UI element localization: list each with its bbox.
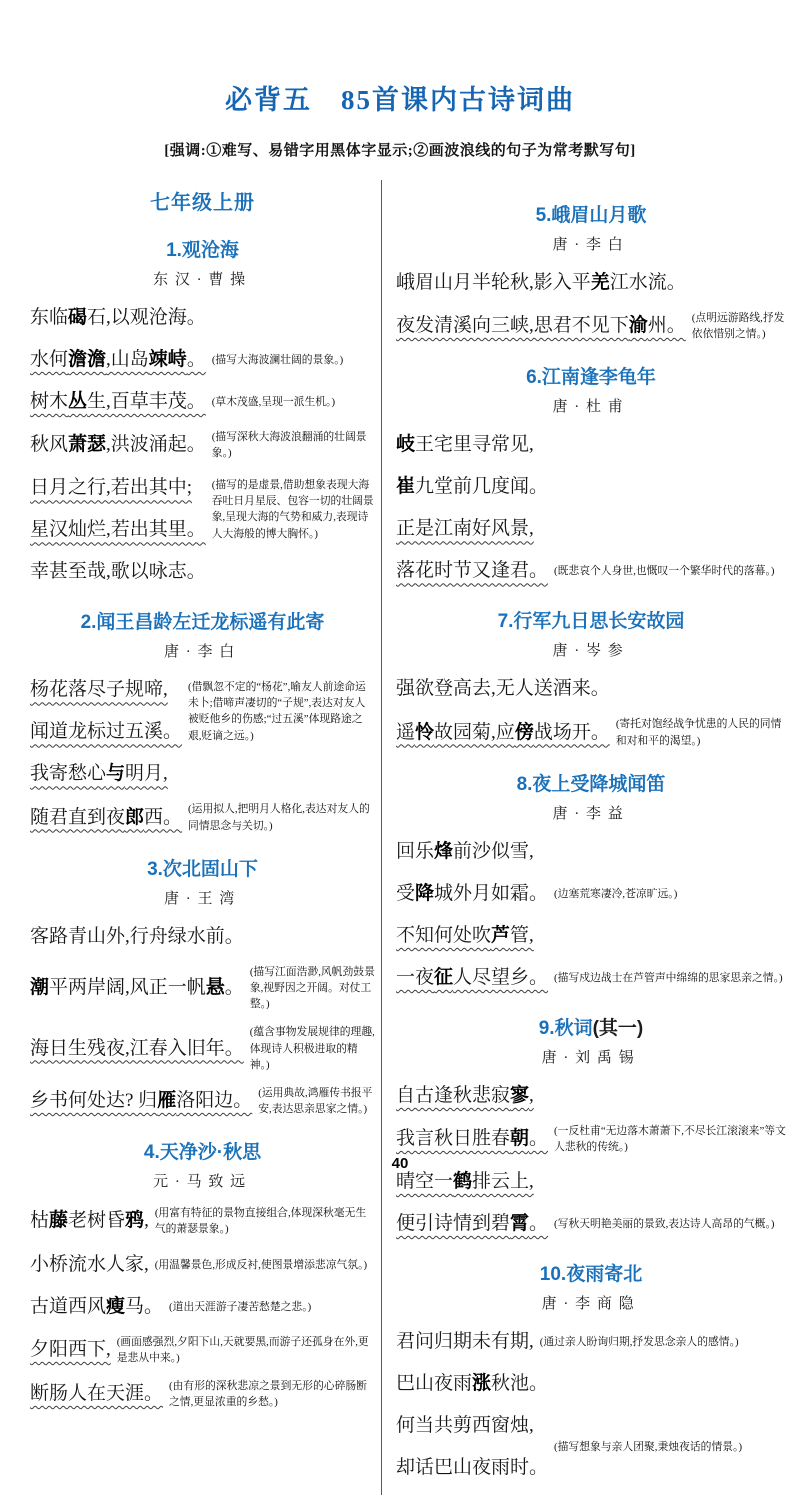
page-title: 必背五 85首课内古诗词曲 — [225, 85, 575, 115]
annotation-note: (描写大海波澜壮阔的景象。) — [211, 353, 344, 366]
poem-title: 9.秋词(其一) — [538, 1017, 644, 1039]
annotation-note: (蕴含事物发展规律的理趣,体现诗人积极进取的精神。) — [249, 1026, 375, 1071]
poem — [30, 607, 375, 833]
poem-line — [30, 922, 375, 952]
poem-title: 3.次北固山下 — [147, 858, 258, 880]
poem-author: 唐·王湾 — [164, 890, 241, 907]
bold-keyword: 藤 — [49, 1210, 69, 1232]
poem-line — [396, 837, 786, 867]
bold-keyword: 烽 — [434, 840, 454, 862]
annotation-note: (描写深秋大海波浪翻涌的壮阔景象。) — [211, 431, 367, 460]
annotation-note: (描写戍边战士在芦管声中绵绵的思家思亲之情。) — [554, 971, 783, 984]
poem-line — [30, 473, 375, 545]
poem-author: 唐·岑参 — [552, 643, 630, 660]
poem-title: 10.夜雨寄北 — [539, 1264, 643, 1286]
bold-keyword: 涨 — [472, 1373, 492, 1395]
poem-line — [30, 964, 375, 1013]
poem-verse: 潮平两岸阔,风正一帆悬。 — [30, 977, 244, 999]
poem-verse: 何当共剪西窗烛, — [396, 1415, 534, 1437]
poem-verse: 客路青山外,行舟绿水前。 — [30, 925, 244, 947]
poem-author: 唐·杜甫 — [552, 399, 630, 416]
annotation-note: (描写想象与亲人团聚,秉烛夜话的情景。) — [554, 1441, 743, 1454]
poem-author: 唐·刘禹锡 — [541, 1049, 641, 1066]
two-column-layout — [0, 180, 800, 1495]
poem-line — [396, 268, 786, 298]
bold-keyword: 羌 — [590, 272, 610, 293]
bold-keyword: 霄 — [510, 1213, 530, 1235]
poem-verse: 强欲登高去,无人送酒来。 — [396, 678, 610, 700]
poem-verse: 崔九堂前几度闻。 — [396, 476, 549, 498]
annotation-note: (描写江面浩渺,风帆劲鼓景象,视野因之开阔。对仗工整。) — [249, 965, 375, 1011]
poem-line — [30, 557, 375, 587]
page-number: 40 — [391, 1155, 409, 1172]
annotation-note: (用富有特征的景物直接组合,体现深秋毫无生气的萧瑟景象。) — [154, 1207, 367, 1236]
poem — [396, 769, 786, 993]
section-title-grade7-vol1: 七年级上册 — [150, 192, 255, 214]
poem-verse: 君问归期未有期, — [396, 1331, 534, 1353]
bold-keyword: 鹤 — [453, 1171, 473, 1193]
bold-keyword: 悬 — [205, 977, 225, 999]
annotation-note: (画面感强烈,夕阳下山,天就要黑,而游子还孤身在外,更是悲从中来。) — [116, 1335, 369, 1364]
poem-verse: 不知何处吹芦管, — [396, 924, 534, 946]
bold-keyword: 潮 — [30, 977, 50, 999]
poem-verse: 我言秋日胜春朝。 — [396, 1127, 549, 1149]
poem-line — [396, 1411, 786, 1483]
annotation-note: (边塞荒寒凄冷,苍凉旷远。) — [554, 887, 678, 900]
annotation-note: (通过亲人盼询归期,抒发思念亲人的感情。) — [539, 1336, 739, 1349]
poem-line — [30, 1250, 375, 1280]
bold-keyword: 丛 — [68, 391, 88, 412]
poem-line — [396, 879, 786, 909]
poem-title: 7.行军九日思长安故园 — [497, 611, 685, 633]
poem-verse: 古道西风瘦马。 — [30, 1295, 164, 1317]
page-header — [0, 0, 800, 160]
poem-verse: 受降城外月如霜。 — [396, 882, 549, 904]
poem-title: 8.夜上受降城闻笛 — [516, 773, 666, 795]
poem-verse: 断肠人在天涯。 — [30, 1383, 164, 1405]
poem-line — [396, 556, 786, 586]
poem-line — [30, 1378, 375, 1410]
bold-keyword: 与 — [106, 763, 126, 785]
poem-verse: 巴山夜雨涨秋池。 — [396, 1373, 549, 1395]
poem-line — [30, 1292, 375, 1322]
poem-verse: 夜发清溪向三峡,思君不见下渝州。 — [396, 315, 686, 337]
poem-line — [30, 1205, 375, 1237]
poem-line — [396, 1081, 786, 1111]
poem-line — [30, 675, 375, 747]
poem-verse: 落花时节又逢君。 — [396, 560, 549, 582]
verse-pair — [396, 1411, 548, 1483]
poem-line — [396, 921, 786, 951]
poem-verse: 便引诗情到碧霄。 — [396, 1213, 549, 1235]
annotation-note: (运用典故,鸿雁传书报平安,表达思亲思家之情。) — [258, 1086, 373, 1116]
poem-author: 唐·李商隐 — [541, 1296, 641, 1313]
poem-line — [30, 429, 375, 461]
poem-verse: 却话巴山夜雨时。 — [396, 1457, 549, 1479]
poem — [396, 362, 786, 586]
poem-title: 5.峨眉山月歌 — [535, 205, 647, 226]
bold-keyword: 鸦 — [125, 1210, 145, 1232]
poem-line — [396, 674, 786, 704]
poem-verse: 乡书何处达? 归雁洛阳边。 — [30, 1090, 253, 1112]
poem-verse: 正是江南好风景, — [396, 518, 534, 540]
poem-title: 2.闻王昌龄左迁龙标遥有此寄 — [80, 612, 325, 634]
poem-verse: 闻道龙标过五溪。 — [30, 721, 183, 743]
bold-keyword: 傍 — [514, 721, 534, 743]
annotation-note: (描写的是虚景,借助想象表现大海吞吐日月星辰、包容一切的壮阔景象,呈现大海的气势和威力,表现诗人大海般的博大胸怀。) — [211, 479, 374, 540]
poem-line — [396, 514, 786, 544]
column-left — [30, 180, 382, 1495]
poem-verse: 岐王宅里寻常见, — [396, 434, 534, 456]
poem-line — [30, 345, 375, 375]
poem-verse: 幸甚至哉,歌以咏志。 — [30, 561, 206, 583]
poem-title-suffix: (其一) — [592, 1017, 644, 1039]
bold-keyword: 怜 — [415, 721, 435, 743]
annotation-note: (一反杜甫“无边落木萧萧下,不尽长江滚滚来”等文人悲秋的传统。) — [554, 1124, 786, 1153]
poem-verse: 回乐烽前沙似雪, — [396, 840, 534, 862]
annotation-note: (写秋天明艳美丽的景致,表达诗人高昂的气概。) — [554, 1218, 775, 1231]
verse-pair — [30, 675, 182, 747]
poem-line — [30, 1085, 375, 1117]
annotation-note: (道出天涯游子凄苦愁楚之悲。) — [169, 1300, 312, 1313]
poem-verse: 自古逢秋悲寂寥, — [396, 1084, 534, 1106]
bold-keyword: 萧瑟 — [68, 434, 107, 456]
bold-keyword: 寥 — [510, 1084, 530, 1106]
poem-verse: 星汉灿烂,若出其里。 — [30, 519, 206, 541]
poem-verse: 峨眉山月半轮秋,影入平羌江水流。 — [396, 272, 686, 293]
annotation-note: (由有形的深秋悲凉之景到无形的心碎肠断之情,更显浓重的乡愁。) — [169, 1380, 367, 1409]
poem-line — [396, 1123, 786, 1155]
bold-keyword: 崔 — [396, 476, 416, 498]
annotation-note: (用温馨景色,形成反衬,使图景增添悲凉气氛。) — [154, 1258, 368, 1271]
poem-verse: 日月之行,若出其中; — [30, 477, 193, 499]
poem-author: 唐·李益 — [552, 805, 630, 822]
bold-keyword: 降 — [415, 882, 435, 904]
bold-keyword: 岐 — [396, 434, 416, 456]
poem-verse: 水何澹澹,山岛竦峙。 — [30, 349, 206, 370]
poem-title: 6.江南逢李龟年 — [526, 367, 656, 389]
poem-verse: 树木丛生,百草丰茂。 — [30, 391, 206, 412]
poem-line — [396, 1369, 786, 1399]
poem-verse: 杨花落尽子规啼, — [30, 679, 168, 701]
bold-keyword: 瘦 — [106, 1295, 126, 1317]
poem-author: 唐·李白 — [552, 237, 630, 253]
bold-keyword: 澹澹 — [68, 349, 107, 370]
poem-author: 元·马致远 — [153, 1174, 252, 1191]
bold-keyword: 朝 — [510, 1127, 530, 1149]
poem — [396, 200, 786, 342]
poem — [396, 1259, 786, 1483]
poem-author: 东汉·曹操 — [153, 272, 252, 288]
poem-verse: 秋风萧瑟,洪波涌起。 — [30, 434, 206, 456]
poem — [30, 854, 375, 1118]
bold-keyword: 征 — [434, 966, 454, 988]
poem-verse: 我寄愁心与明月, — [30, 763, 168, 785]
poem-line — [396, 430, 786, 460]
poem-title: 1.观沧海 — [166, 240, 239, 261]
annotation-note: (寄托对饱经战争忧患的人民的同情和对和平的渴望。) — [615, 718, 782, 747]
annotation-note: (草木茂盛,呈现一派生机。) — [211, 395, 336, 408]
poem-line — [30, 1024, 375, 1073]
poem-verse: 一夜征人尽望乡。 — [396, 966, 549, 988]
poem-line — [396, 963, 786, 993]
poem — [30, 235, 375, 587]
poem-author: 唐·李白 — [164, 644, 241, 661]
annotation-note: (点明远游路线,抒发依依惜别之情。) — [691, 312, 785, 341]
bold-keyword: 竦峙 — [148, 349, 187, 370]
bold-keyword: 渝 — [628, 315, 648, 337]
annotation-note: (运用拟人,把明月人格化,表达对友人的同情思念与关切。) — [188, 803, 370, 832]
emphasis-notice: [强调:①难写、易错字用黑体字显示;②画波浪线的句子为常考默写句] — [164, 143, 636, 159]
poem-line — [396, 310, 786, 342]
poem — [396, 606, 786, 748]
poem-line — [30, 759, 375, 789]
poem-line — [30, 1334, 375, 1366]
poem-line — [396, 472, 786, 502]
poem-verse: 夕阳西下, — [30, 1338, 111, 1360]
poem-verse: 小桥流水人家, — [30, 1253, 149, 1275]
poem-title: 4.天净沙·秋思 — [143, 1142, 262, 1164]
poem-line — [396, 1327, 786, 1357]
poem-line — [30, 303, 375, 333]
column-right — [382, 180, 786, 1495]
poem-verse: 东临碣石,以观沧海。 — [30, 307, 206, 328]
annotation-note: (借飘忽不定的“杨花”,喻友人前途命运未卜;借啼声凄切的“子规”,表达对友人被贬他乡的伤感;“过五溪”体现路途之艰,贬谪之远。) — [188, 681, 366, 742]
poem-line — [396, 1209, 786, 1239]
poem — [396, 1013, 786, 1239]
poem-line — [30, 801, 375, 833]
poem-line — [30, 387, 375, 417]
verse-pair — [30, 473, 206, 545]
poem-verse: 遥怜故园菊,应傍战场开。 — [396, 721, 610, 743]
bold-keyword: 雁 — [157, 1090, 177, 1112]
bold-keyword: 碣 — [68, 307, 88, 328]
bold-keyword: 芦 — [491, 924, 511, 946]
poem-verse: 枯藤老树昏鸦, — [30, 1210, 149, 1232]
poem-verse: 随君直到夜郎西。 — [30, 806, 183, 828]
poem-line — [396, 716, 786, 748]
bold-keyword: 郎 — [125, 806, 145, 828]
poem-verse: 海日生残夜,江春入旧年。 — [30, 1037, 244, 1059]
poem-verse: 晴空一鹤排云上, — [396, 1171, 534, 1193]
poem — [30, 1137, 375, 1410]
annotation-note: (既悲哀个人身世,也慨叹一个繁华时代的落幕。) — [554, 565, 775, 578]
